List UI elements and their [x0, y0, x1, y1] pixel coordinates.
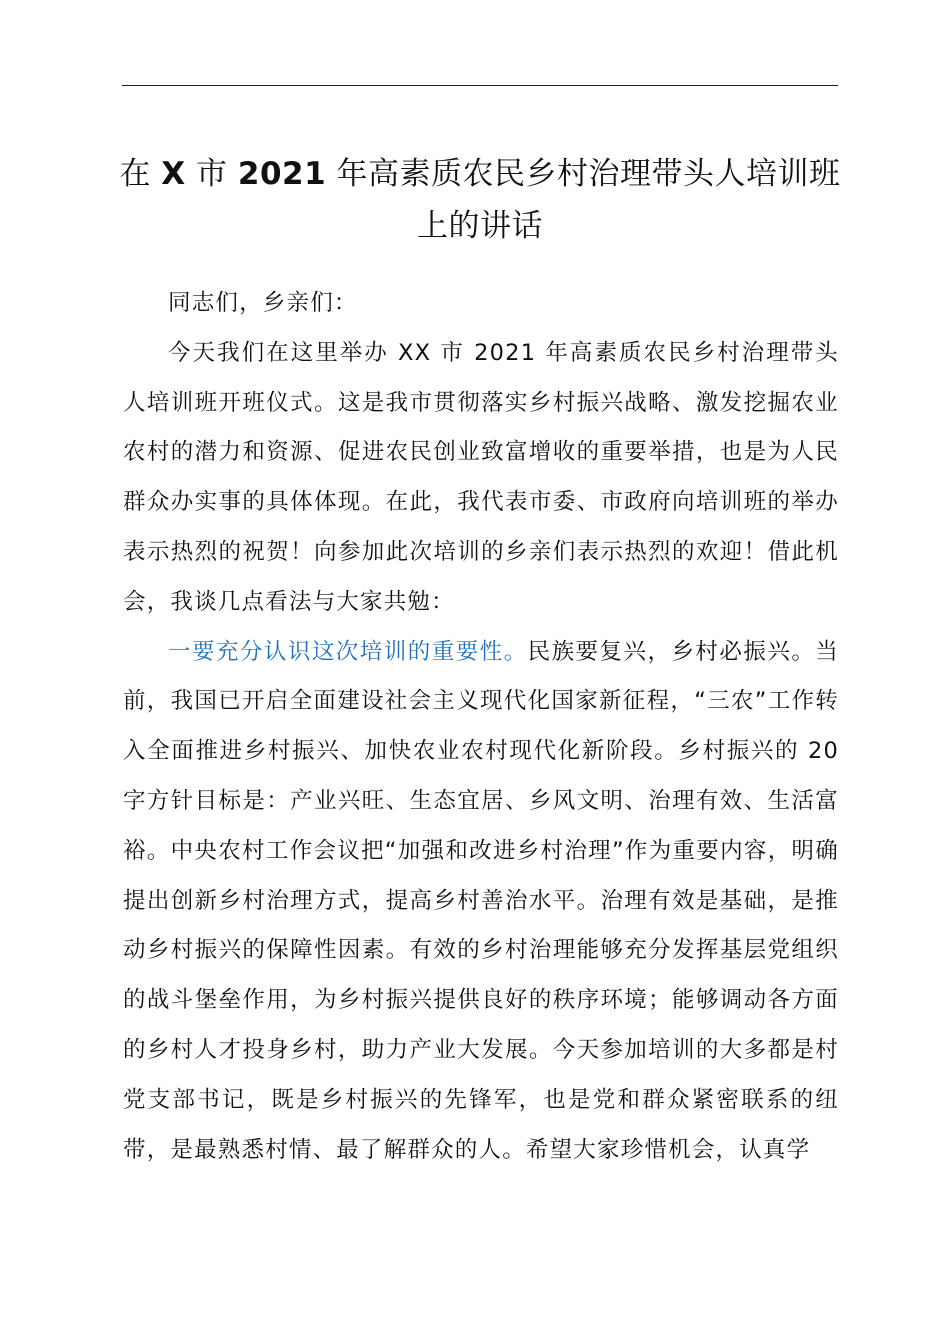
title-segment: 年高素质农民乡村治理带头人培训班上的讲话 [326, 156, 841, 244]
document-title [118, 148, 842, 252]
title-segment: 市 [185, 156, 238, 192]
speech-body [123, 279, 839, 1175]
section-1-heading: 一要充分认识这次培训的重要性。 [168, 638, 528, 665]
title-year: 2021 [237, 156, 327, 192]
title-segment: 在 [119, 156, 162, 192]
title-city-letter: X [161, 156, 186, 192]
header-rule [122, 85, 838, 86]
paragraph-opening: 今天我们在这里举办 XX 市 2021 年高素质农民乡村治理带头人培训班开班仪式。这是我市贯彻落实乡村振兴战略、激发挖掘农业农村的潜力和资源、促进农民创业致富增收的重要举措，也是为人民群众办实事的具体体现。在此，我代表市委、市政府向培训班的举办表示热烈的祝贺！向参加此次培训的乡亲们表示热烈的欢迎！借此机会，我谈几点看法与大家共勉： [123, 339, 839, 615]
section-1-text: 民族要复兴，乡村必振兴。当前，我国已开启全面建设社会主义现代化国家新征程，“三农”工作转入全面推进乡村振兴、加快农业农村现代化新阶段。乡村振兴的 20 字方针目标是：产业兴旺、生态宜居、乡风文明、治理有效、生活富裕。中央农村工作会议把“加强和改进乡村治理”作为重要内容，明确提出创新乡村治理方式，提高乡村善治水平。治理有效是基础，是推动乡村振兴的保障性因素。有效的乡村治理能够充分发挥基层党组织的战斗堡垒作用，为乡村振兴提供良好的秩序环境；能够调动各方面的乡村人才投身乡村，助力产业大发展。今天参加培训的大多都是村党支部书记，既是乡村振兴的先锋军，也是党和群众紧密联系的纽带，是最熟悉村情、最了解群众的人。希望大家珍惜机会，认真学 [123, 638, 839, 1163]
paragraph-section-1 [123, 628, 839, 1176]
greeting: 同志们，乡亲们： [168, 290, 358, 316]
